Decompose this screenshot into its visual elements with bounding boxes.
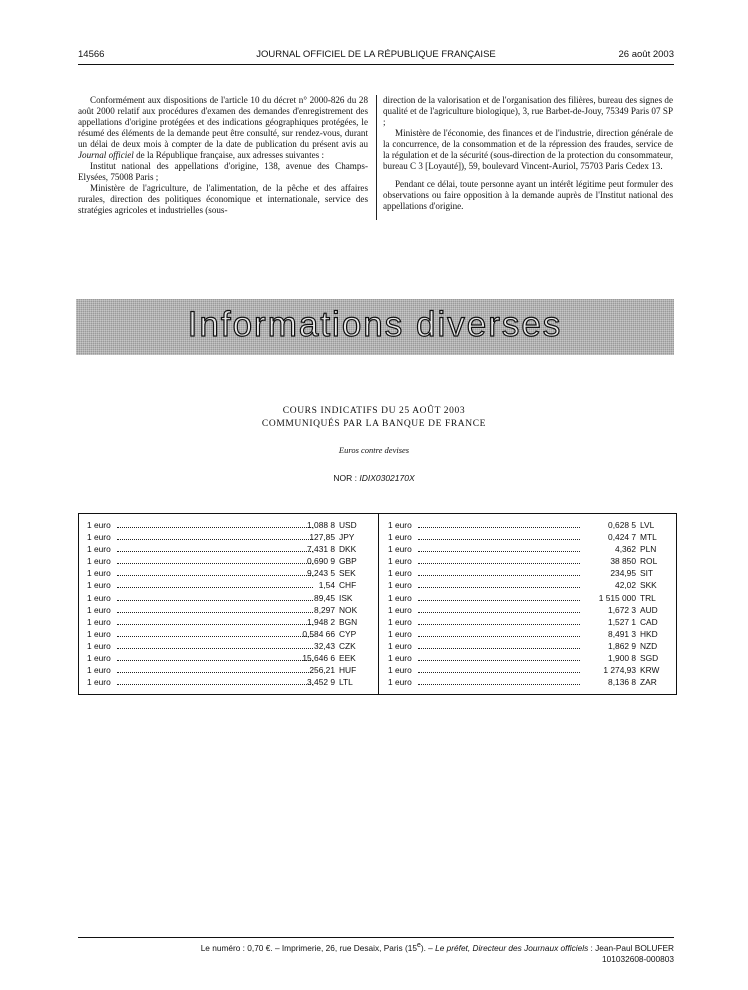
currency-code: ISK bbox=[339, 592, 353, 603]
dot-leader bbox=[117, 600, 313, 601]
currency-code: LVL bbox=[640, 520, 655, 530]
rate-row bbox=[388, 628, 668, 640]
dot-leader bbox=[418, 587, 580, 588]
journal-title: JOURNAL OFFICIEL DE LA RÉPUBLIQUE FRANÇAISE bbox=[256, 49, 496, 60]
rate-value: 42,02 bbox=[615, 580, 636, 591]
rate-value: 8,297 bbox=[314, 604, 335, 615]
dot-leader bbox=[117, 660, 313, 661]
rate-unit: 1 euro bbox=[87, 616, 111, 627]
rate-row bbox=[388, 555, 668, 567]
rates-column-divider bbox=[378, 514, 379, 694]
currency-code: NOK bbox=[339, 604, 358, 615]
section-banner bbox=[76, 299, 674, 355]
rate-row bbox=[388, 604, 668, 616]
page-header bbox=[78, 47, 674, 63]
rate-unit: 1 euro bbox=[388, 628, 412, 639]
avis-left-column bbox=[78, 95, 368, 216]
cours-title bbox=[0, 405, 748, 430]
rate-row bbox=[87, 652, 371, 664]
rate-value: 7,431 8 bbox=[307, 544, 335, 555]
rate-unit: 1 euro bbox=[87, 568, 111, 579]
rate-value: 8,136 8 bbox=[608, 677, 636, 688]
rate-unit: 1 euro bbox=[388, 592, 412, 603]
currency-code: DKK bbox=[339, 544, 357, 555]
rate-value: 1,54 bbox=[318, 580, 335, 591]
rate-row bbox=[87, 616, 371, 628]
dot-leader bbox=[117, 539, 313, 540]
dot-leader bbox=[418, 600, 580, 601]
rate-value: 1,862 9 bbox=[608, 640, 636, 651]
rate-row bbox=[87, 676, 371, 688]
column-divider bbox=[376, 95, 377, 220]
rate-unit: 1 euro bbox=[388, 677, 412, 688]
rate-row bbox=[388, 579, 668, 591]
currency-code: CYP bbox=[339, 628, 357, 639]
avis-paragraph: Ministère de l'économie, des finances et de l'industrie, direction générale de la concurrence, de la consommation et de la répression des fraudes, service de la régulation et de la sécurité (sous-direction de la protection du consommateur, bureau C 3 [Loyauté]), 59, boulevard Vincent-Auriol, 75703 Paris Cedex 13. bbox=[383, 128, 673, 171]
nor-label: NOR : bbox=[333, 473, 357, 483]
rate-unit: 1 euro bbox=[388, 532, 412, 543]
currency-code: TRL bbox=[640, 592, 656, 603]
rate-row bbox=[388, 640, 668, 652]
rate-value: 0,424 7 bbox=[608, 532, 636, 543]
rate-unit: 1 euro bbox=[87, 628, 111, 639]
dot-leader bbox=[117, 575, 313, 576]
rate-value: 1,900 8 bbox=[608, 653, 636, 664]
rate-row bbox=[388, 531, 668, 543]
dot-leader bbox=[418, 551, 580, 552]
dot-leader bbox=[418, 539, 580, 540]
rate-row bbox=[388, 592, 668, 604]
rate-unit: 1 euro bbox=[87, 653, 111, 664]
rate-unit: 1 euro bbox=[87, 556, 111, 567]
rate-unit: 1 euro bbox=[388, 604, 412, 615]
rate-unit: 1 euro bbox=[87, 677, 111, 688]
rate-value: 0,628 5 bbox=[608, 520, 636, 530]
rate-row bbox=[87, 604, 371, 616]
dot-leader bbox=[117, 672, 313, 673]
rate-unit: 1 euro bbox=[388, 653, 412, 664]
rate-value: 127,85 bbox=[309, 532, 335, 543]
rate-unit: 1 euro bbox=[87, 544, 111, 555]
dot-leader bbox=[117, 551, 313, 552]
dot-leader bbox=[418, 563, 580, 564]
rate-value: 3,452 9 bbox=[307, 677, 335, 688]
currency-code: GBP bbox=[339, 556, 357, 567]
rate-row bbox=[388, 676, 668, 688]
rate-row bbox=[87, 640, 371, 652]
rate-row bbox=[388, 664, 668, 676]
dot-leader bbox=[418, 624, 580, 625]
rate-value: 1,527 1 bbox=[608, 616, 636, 627]
rate-unit: 1 euro bbox=[87, 520, 111, 530]
cours-title-line1: COURS INDICATIFS DU 25 AOÛT 2003 bbox=[282, 406, 466, 416]
dot-leader bbox=[418, 672, 580, 673]
rate-value: 234,95 bbox=[610, 568, 636, 579]
rate-unit: 1 euro bbox=[388, 640, 412, 651]
rate-unit: 1 euro bbox=[388, 580, 412, 591]
cours-title-line2: COMMUNIQUÉS PAR LA BANQUE DE FRANCE bbox=[261, 418, 487, 429]
dot-leader bbox=[418, 648, 580, 649]
page-footer bbox=[78, 940, 674, 965]
cours-subtitle: Euros contre devises bbox=[338, 445, 410, 455]
rate-value: 8,491 3 bbox=[608, 628, 636, 639]
currency-code: CAD bbox=[640, 616, 658, 627]
currency-code: NZD bbox=[640, 640, 658, 651]
rate-row bbox=[388, 652, 668, 664]
page-number: 14566 bbox=[78, 49, 105, 60]
rate-unit: 1 euro bbox=[388, 520, 412, 530]
rate-row bbox=[87, 579, 371, 591]
avis-paragraph: Pendant ce délai, toute personne ayant un intérêt légitime peut formuler des observations ou faire opposition à la demande auprès de l'Institut national des appellations d'origine. bbox=[383, 179, 673, 211]
avis-right-column bbox=[383, 95, 673, 212]
dot-leader bbox=[418, 612, 580, 613]
rate-row bbox=[87, 664, 371, 676]
rate-unit: 1 euro bbox=[388, 556, 412, 567]
rate-value: 1 515 000 bbox=[598, 592, 636, 603]
currency-code: KRW bbox=[640, 665, 660, 676]
rates-right-column bbox=[388, 519, 668, 688]
rate-value: 0,584 66 bbox=[302, 628, 335, 639]
dot-leader bbox=[117, 563, 313, 564]
currency-code: AUD bbox=[640, 604, 658, 615]
currency-code: USD bbox=[339, 520, 357, 530]
rates-left-column bbox=[87, 519, 371, 688]
rate-row bbox=[388, 519, 668, 531]
rate-row bbox=[388, 543, 668, 555]
rate-row bbox=[388, 616, 668, 628]
rate-row bbox=[87, 628, 371, 640]
footer-rule bbox=[78, 937, 674, 938]
rate-unit: 1 euro bbox=[388, 544, 412, 555]
dot-leader bbox=[117, 587, 313, 588]
nor-code: IDIX0302170X bbox=[359, 473, 415, 483]
journal-name: Journal officiel bbox=[78, 150, 134, 160]
rate-value: 1,088 8 bbox=[307, 520, 335, 530]
dot-leader bbox=[418, 575, 580, 576]
header-rule bbox=[78, 64, 674, 65]
rate-value: 89,45 bbox=[314, 592, 335, 603]
footer-code: 101032608-000803 bbox=[602, 953, 674, 964]
avis-paragraph: Institut national des appellations d'origine, 138, avenue des Champs-Elysées, 75008 Paris ; bbox=[78, 161, 368, 182]
currency-code: MTL bbox=[640, 532, 657, 543]
rate-value: 4,362 bbox=[615, 544, 636, 555]
currency-code: EEK bbox=[339, 653, 356, 664]
dot-leader bbox=[117, 648, 313, 649]
rate-unit: 1 euro bbox=[388, 616, 412, 627]
rate-row bbox=[87, 592, 371, 604]
currency-code: SKK bbox=[640, 580, 657, 591]
dot-leader bbox=[117, 527, 313, 528]
exchange-rates-table bbox=[78, 513, 677, 695]
rate-value: 1,948 2 bbox=[307, 616, 335, 627]
rate-value: 1 274,93 bbox=[603, 665, 636, 676]
dot-leader bbox=[418, 527, 580, 528]
rate-unit: 1 euro bbox=[87, 604, 111, 615]
rate-unit: 1 euro bbox=[388, 665, 412, 676]
footer-imprint: Le numéro : 0,70 €. – Imprimerie, 26, rue Desaix, Paris (15e). – Le préfet, Directeur des Journaux officiels : Jean-Paul BOLUFER bbox=[200, 942, 674, 953]
currency-code: HUF bbox=[339, 665, 357, 676]
rate-unit: 1 euro bbox=[87, 640, 111, 651]
currency-code: PLN bbox=[640, 544, 657, 555]
rate-value: 32,43 bbox=[314, 640, 335, 651]
rate-value: 0,690 9 bbox=[307, 556, 335, 567]
rate-value: 9,243 5 bbox=[307, 568, 335, 579]
currency-code: HKD bbox=[640, 628, 658, 639]
nor-reference bbox=[0, 473, 748, 483]
rate-row bbox=[87, 519, 371, 531]
currency-code: ROL bbox=[640, 556, 658, 567]
rate-row bbox=[87, 567, 371, 579]
currency-code: LTL bbox=[339, 677, 353, 688]
section-title: Informations diverses bbox=[187, 305, 563, 344]
avis-paragraph: direction de la valorisation et de l'organisation des filières, bureau des signes de qualité et de l'agriculture biologique), 3, rue Barbet-de-Jouy, 75349 Paris 07 SP ; bbox=[383, 95, 673, 127]
currency-code: SIT bbox=[640, 568, 654, 579]
currency-code: JPY bbox=[339, 532, 355, 543]
currency-code: CHF bbox=[339, 580, 357, 591]
rate-row bbox=[87, 555, 371, 567]
currency-code: SEK bbox=[339, 568, 356, 579]
rate-row bbox=[87, 531, 371, 543]
rate-unit: 1 euro bbox=[388, 568, 412, 579]
dot-leader bbox=[117, 624, 313, 625]
rate-unit: 1 euro bbox=[87, 532, 111, 543]
currency-code: CZK bbox=[339, 640, 356, 651]
avis-paragraph: Conformément aux dispositions de l'article 10 du décret n° 2000-826 du 28 août 2000 relatif aux procédures d'examen des demandes d'enregistrement des appellations d'origine protégées et des indications géographiques protégées, le résumé des éléments de la demande peut être consulté, sur rendez-vous, durant un délai de deux mois à compter de la date de publication du présent avis au Journal officiel de la République française, aux adresses suivantes : bbox=[78, 95, 368, 160]
issue-date: 26 août 2003 bbox=[618, 49, 674, 60]
rate-value: 1,672 3 bbox=[608, 604, 636, 615]
dot-leader bbox=[418, 636, 580, 637]
rate-unit: 1 euro bbox=[87, 592, 111, 603]
rate-row bbox=[388, 567, 668, 579]
avis-paragraph: Ministère de l'agriculture, de l'alimentation, de la pêche et des affaires rurales, direction des politiques économique et internationale, service des stratégies agricoles et industrielles (sous- bbox=[78, 183, 368, 215]
currency-code: BGN bbox=[339, 616, 358, 627]
rate-row bbox=[87, 543, 371, 555]
currency-code: SGD bbox=[640, 653, 659, 664]
currency-code: ZAR bbox=[640, 677, 657, 688]
dot-leader bbox=[117, 612, 313, 613]
rate-value: 256,21 bbox=[309, 665, 335, 676]
rate-value: 15,646 6 bbox=[302, 653, 335, 664]
dot-leader bbox=[117, 684, 313, 685]
dot-leader bbox=[418, 660, 580, 661]
dot-leader bbox=[418, 684, 580, 685]
rate-value: 38 850 bbox=[610, 556, 636, 567]
rate-unit: 1 euro bbox=[87, 665, 111, 676]
dot-leader bbox=[117, 636, 313, 637]
rate-unit: 1 euro bbox=[87, 580, 111, 591]
